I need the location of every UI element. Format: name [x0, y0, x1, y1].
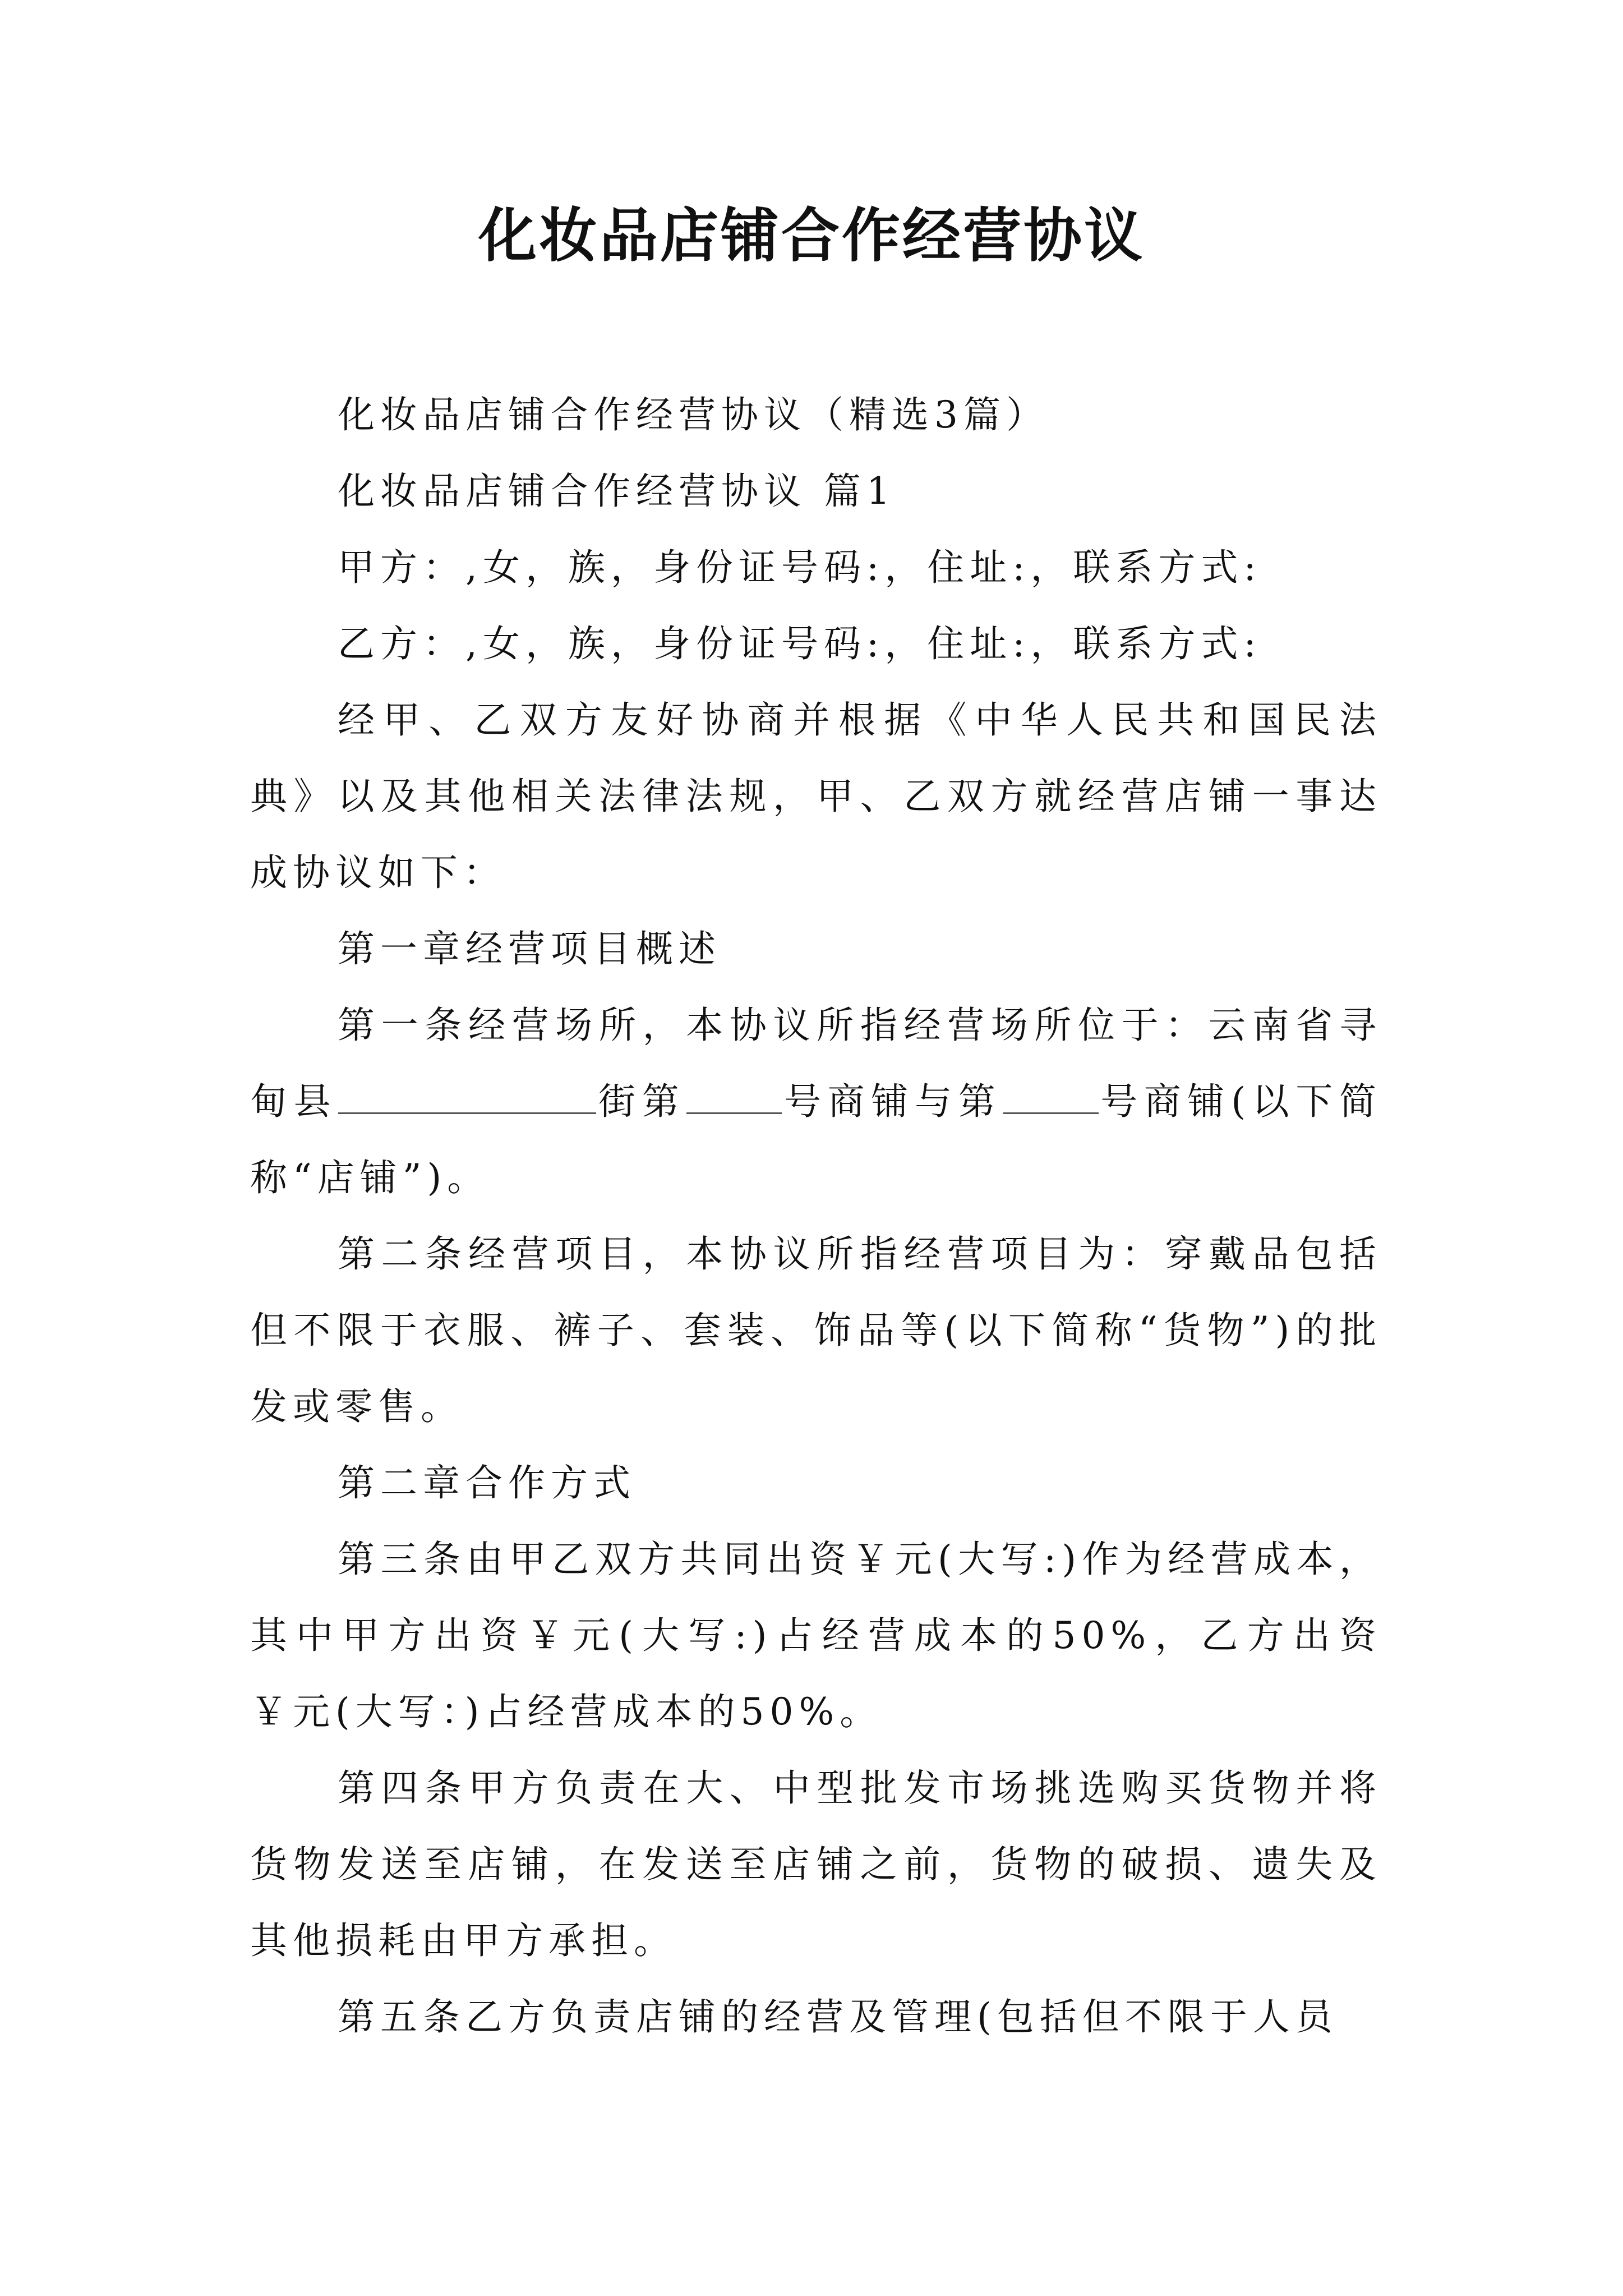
street-blank [338, 1073, 596, 1114]
article1-text-4: 号商铺(以下简称“店铺”)。 [250, 1080, 1382, 1199]
article1-text-2: 街第 [597, 1080, 686, 1123]
article5-paragraph: 第五条乙方负责店铺的经营及管理(包括但不限于人员 [338, 1995, 1338, 2039]
article2-paragraph: 第二条经营项目，本协议所指经营项目为：穿戴品包括但不限于衣服、裤子、套装、饰品等(以下简称“货物”)的批发或零售。 [250, 1232, 1382, 1428]
party-b-line: 乙方：,女，族，身份证号码:，住址:，联系方式: [338, 622, 1262, 665]
section-heading: 化妆品店铺合作经营协议 篇1 [338, 470, 896, 513]
chapter1-heading: 第一章经营项目概述 [338, 927, 721, 970]
article1-text-3: 号商铺与第 [783, 1080, 1002, 1123]
shop-number-blank-1 [686, 1073, 782, 1114]
shop-number-blank-2 [1003, 1073, 1099, 1114]
article4-paragraph: 第四条甲方负责在大、中型批发市场挑选购买货物并将货物发送至店铺，在发送至店铺之前，货物的破损、遗失及其他损耗由甲方承担。 [250, 1766, 1382, 1962]
article3-paragraph: 第三条由甲乙双方共同出资￥元(大写:)作为经营成本，其中甲方出资￥元(大写:)占经营成本的50%，乙方出资￥元(大写：)占经营成本的50%。 [250, 1538, 1382, 1733]
chapter2-heading: 第二章合作方式 [338, 1461, 636, 1504]
document-body [250, 377, 1382, 2055]
party-a-line: 甲方：,女，族，身份证号码:，住址:，联系方式: [338, 546, 1262, 589]
article1-text-1: 第一条经营场所，本协议所指经营场所位于：云南省寻甸县 [250, 1004, 1382, 1123]
preamble-paragraph: 经甲、乙双方友好协商并根据《中华人民共和国民法典》以及其他相关法律法规，甲、乙双方就经营店铺一事达成协议如下： [250, 698, 1382, 894]
document-title: 化妆品店铺合作经营协议 [478, 201, 1145, 270]
article1-paragraph [250, 987, 1382, 1216]
subtitle-line: 化妆品店铺合作经营协议（精选3篇） [338, 393, 1049, 436]
